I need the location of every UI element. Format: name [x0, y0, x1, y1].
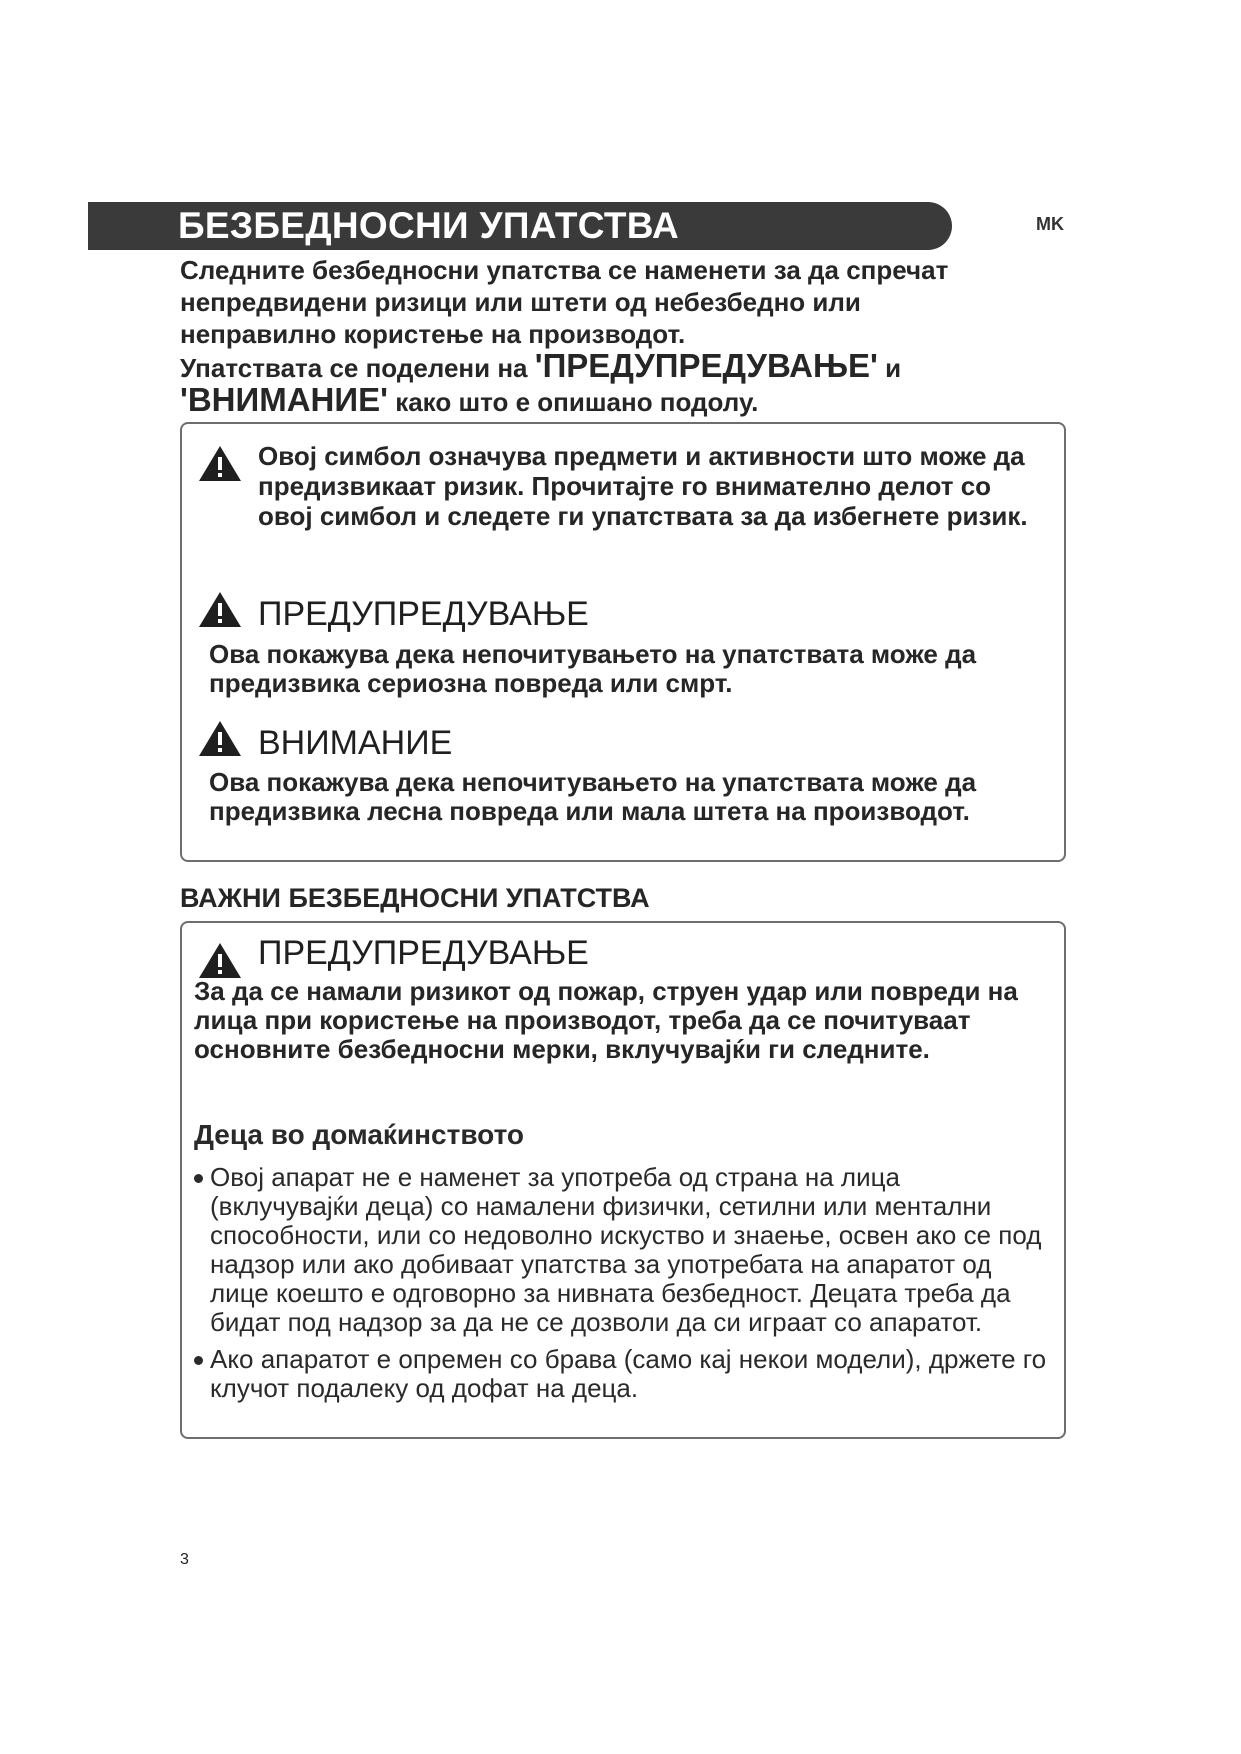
list-item [194, 1163, 1054, 1337]
caution-description: Ова покажува дека непочитувањето на упатствата може да предизвика лесна повреда или мала штета на производот. [209, 767, 977, 826]
children-safety-list [194, 1163, 1054, 1411]
symbol-description: Овој симбол означува предмети и активности што може да предизвикаат ризик. Прочитајте го внимателно делот со овој симбол и следете ги упатствата за да избегнете ризик. [258, 441, 1028, 531]
list-item-text: Ако апаратот е опремен со брава (само кај некои модели), држете го клучот подалеку од дофат на деца. [210, 1344, 1047, 1403]
intro-line-text: како што е опишано подолу. [387, 387, 759, 417]
children-heading: Деца во домаќинството [194, 1119, 525, 1150]
intro-line: непредвидени ризици или штети од небезбедно или [180, 287, 861, 317]
symbol-explanation-box [180, 422, 1066, 862]
important-instructions-box [180, 921, 1066, 1439]
intro-paragraph [180, 254, 1070, 418]
language-code: MK [1036, 214, 1064, 234]
section-header-bar [88, 202, 952, 250]
and-word: и [877, 353, 902, 383]
warning-term: 'ПРЕДУПРЕДУВАЊЕ' [534, 347, 878, 384]
important-instructions-heading: ВАЖНИ БЕЗБЕДНОСНИ УПАТСТВА [180, 883, 650, 913]
warning-triangle-icon [198, 941, 242, 979]
intro-line-text: Упатствата се поделени на [180, 353, 535, 383]
list-item [194, 1345, 1054, 1403]
intro-line: неправилно користење на производот. [180, 319, 686, 349]
warning-intro: За да се намали ризикот од пожар, струен удар или повреди на лица при користење на производот, треба да се почитуваат основните безбедносни мерки, вклучувајќи ги следните. [194, 976, 1018, 1064]
list-item-text: Овој апарат не е наменет за употреба од страна на лица (вклучувајќи деца) со намалени физички, сетилни или ментални способности, или со недоволно искуство и знаење, освен ако се под надзор или ако добиваат упатства за употребата на апаратот од лице коешто е одговорно за нивната безбедност. Децата треба да бидат под надзор за да не се дозволи да си играат со апаратот. [210, 1162, 1042, 1337]
warning-title: ПРЕДУПРЕДУВАЊЕ [258, 595, 589, 633]
bullet-icon [194, 1174, 203, 1183]
warning-triangle-icon [198, 444, 242, 482]
warning-triangle-icon [198, 590, 242, 628]
warning-description: Ова покажува дека непочитувањето на упатствата може да предизвика сериозна повреда или смрт. [209, 639, 977, 698]
caution-term: 'ВНИМАНИЕ' [180, 381, 388, 418]
page-number: 3 [180, 1551, 189, 1568]
caution-title: ВНИМАНИЕ [258, 724, 453, 762]
warning-title: ПРЕДУПРЕДУВАЊЕ [258, 934, 589, 972]
caution-triangle-icon [198, 719, 242, 757]
page-title: БЕЗБЕДНОСНИ УПАТСТВА [178, 205, 679, 246]
bullet-icon [194, 1356, 203, 1365]
intro-line [180, 381, 1070, 418]
intro-line [180, 347, 1070, 384]
intro-line: Следните безбедносни упатства се наменети за да спречат [180, 255, 949, 285]
